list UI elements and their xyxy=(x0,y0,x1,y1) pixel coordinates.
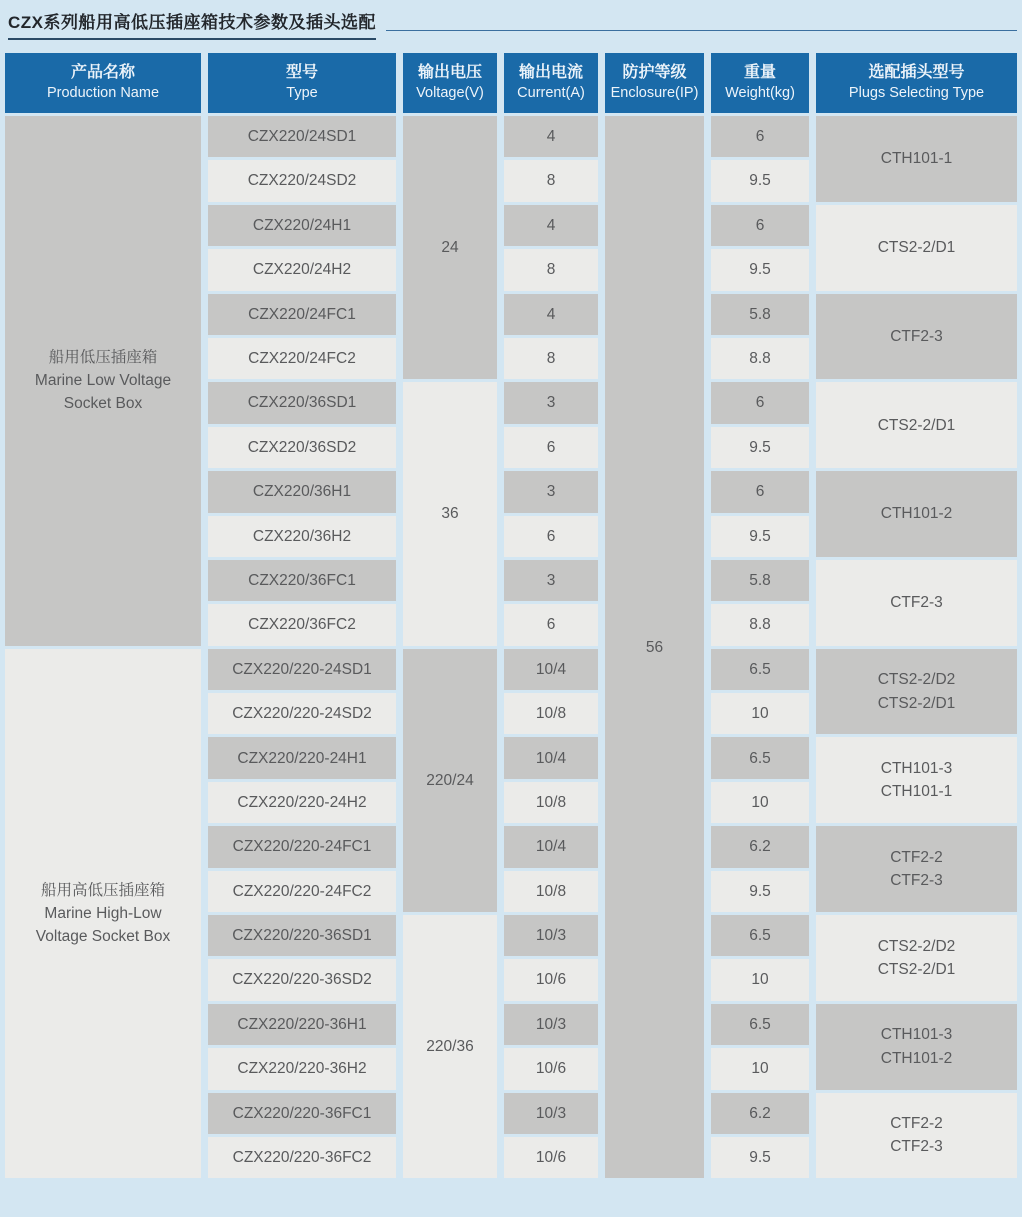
header-cell-current-line: 输出电流 xyxy=(518,64,583,82)
type-cell-line: CZX220/24H2 xyxy=(252,261,352,279)
weight-cell-line: 8.8 xyxy=(749,350,771,368)
weight-cell xyxy=(711,249,809,290)
type-cell xyxy=(208,249,396,290)
type-cell xyxy=(208,915,396,956)
header-cell-production-name-line: Production Name xyxy=(46,85,160,102)
type-cell-line: CZX220/36SD2 xyxy=(247,438,357,456)
current-cell-line: 3 xyxy=(546,571,556,589)
plugs-cell xyxy=(816,294,1017,380)
current-cell-line: 8 xyxy=(546,350,556,368)
weight-cell xyxy=(711,782,809,823)
header-cell-current-line: Current(A) xyxy=(517,85,585,102)
header-cell-voltage xyxy=(403,53,497,113)
current-cell-line: 10/4 xyxy=(535,660,567,678)
current-cell xyxy=(504,649,598,690)
current-cell xyxy=(504,471,598,512)
type-cell-line: CZX220/220-36FC2 xyxy=(232,1149,372,1167)
product-cell xyxy=(5,116,201,646)
plugs-cell xyxy=(816,915,1017,1001)
type-cell-line: CZX220/220-24FC1 xyxy=(232,838,372,856)
plugs-cell-line: CTH101-3 xyxy=(880,1026,953,1044)
weight-cell xyxy=(711,205,809,246)
plugs-cell-line: CTF2-3 xyxy=(890,1138,943,1156)
type-cell xyxy=(208,471,396,512)
page-title: CZX系列船用高低压插座箱技术参数及插头选配 xyxy=(8,8,376,40)
weight-cell xyxy=(711,516,809,557)
product-cell-line: Marine Low Voltage xyxy=(34,372,172,390)
weight-cell-line: 9.5 xyxy=(749,172,771,190)
current-cell-line: 8 xyxy=(546,172,556,190)
type-cell-line: CZX220/36SD1 xyxy=(247,394,357,412)
type-cell xyxy=(208,116,396,157)
current-cell xyxy=(504,294,598,335)
current-cell-line: 10/3 xyxy=(535,1015,567,1033)
voltage-cell xyxy=(403,382,497,645)
product-cell-line: Voltage Socket Box xyxy=(35,928,171,946)
type-cell-line: CZX220/220-36H2 xyxy=(237,1060,367,1078)
type-cell xyxy=(208,1004,396,1045)
plugs-cell-line: CTS2-2/D1 xyxy=(877,416,956,434)
current-cell-line: 10/3 xyxy=(535,1104,567,1122)
current-cell xyxy=(504,693,598,734)
plugs-cell-line: CTS2-2/D2 xyxy=(877,671,956,689)
plugs-cell-line: CTF2-3 xyxy=(890,327,943,345)
weight-cell-line: 9.5 xyxy=(749,527,771,545)
type-cell xyxy=(208,205,396,246)
type-cell-line: CZX220/220-24SD1 xyxy=(232,660,372,678)
current-cell xyxy=(504,915,598,956)
weight-cell-line: 10 xyxy=(751,1060,769,1078)
weight-cell-line: 6.5 xyxy=(749,1015,771,1033)
header-cell-production-name xyxy=(5,53,201,113)
current-cell xyxy=(504,160,598,201)
current-cell xyxy=(504,338,598,379)
type-cell-line: CZX220/36FC1 xyxy=(248,571,356,589)
enclosure-cell-line: 56 xyxy=(645,638,664,656)
current-cell-line: 10/6 xyxy=(535,1149,567,1167)
weight-cell-line: 6.2 xyxy=(749,838,771,856)
plugs-cell-line: CTH101-3 xyxy=(880,760,953,778)
current-cell-line: 10/8 xyxy=(535,705,567,723)
weight-cell xyxy=(711,693,809,734)
current-cell xyxy=(504,782,598,823)
type-cell-line: CZX220/36H2 xyxy=(252,527,352,545)
plugs-cell xyxy=(816,382,1017,468)
weight-cell-line: 6.2 xyxy=(749,1104,771,1122)
voltage-cell-line: 36 xyxy=(441,505,459,523)
weight-cell xyxy=(711,1137,809,1178)
weight-cell-line: 5.8 xyxy=(749,305,771,323)
type-cell xyxy=(208,160,396,201)
type-cell-line: CZX220/220-24FC2 xyxy=(232,882,372,900)
weight-cell xyxy=(711,871,809,912)
weight-cell-line: 9.5 xyxy=(749,882,771,900)
plugs-cell xyxy=(816,1093,1017,1179)
voltage-cell xyxy=(403,116,497,379)
weight-cell xyxy=(711,649,809,690)
current-cell xyxy=(504,1093,598,1134)
type-cell xyxy=(208,782,396,823)
header-cell-type-line: Type xyxy=(286,85,318,102)
type-cell-line: CZX220/220-36SD1 xyxy=(232,927,372,945)
weight-cell xyxy=(711,338,809,379)
plugs-cell xyxy=(816,471,1017,557)
type-cell xyxy=(208,871,396,912)
plugs-cell xyxy=(816,649,1017,735)
header-cell-enclosure-line: Enclosure(IP) xyxy=(610,85,699,102)
type-cell-line: CZX220/24H1 xyxy=(252,216,352,234)
type-cell-line: CZX220/36FC2 xyxy=(248,616,356,634)
product-cell-line: Socket Box xyxy=(63,395,143,413)
weight-cell xyxy=(711,1093,809,1134)
header-cell-weight xyxy=(711,53,809,113)
type-cell xyxy=(208,560,396,601)
current-cell xyxy=(504,826,598,867)
type-cell-line: CZX220/24SD1 xyxy=(247,128,357,146)
type-cell-line: CZX220/220-24H1 xyxy=(237,749,367,767)
voltage-cell xyxy=(403,649,497,912)
current-cell-line: 3 xyxy=(546,483,556,501)
header-cell-enclosure-line: 防护等级 xyxy=(622,64,687,82)
product-cell-line: 船用高低压插座箱 xyxy=(40,881,165,899)
type-cell-line: CZX220/24FC2 xyxy=(248,350,356,368)
weight-cell-line: 9.5 xyxy=(749,261,771,279)
current-cell xyxy=(504,871,598,912)
title-row xyxy=(0,0,1022,40)
weight-cell xyxy=(711,427,809,468)
type-cell-line: CZX220/36H1 xyxy=(252,483,352,501)
type-cell-line: CZX220/220-36FC1 xyxy=(232,1104,372,1122)
type-cell xyxy=(208,1093,396,1134)
weight-cell xyxy=(711,1048,809,1089)
type-cell xyxy=(208,693,396,734)
plugs-cell xyxy=(816,1004,1017,1090)
enclosure-cell xyxy=(605,116,704,1178)
current-cell xyxy=(504,427,598,468)
current-cell-line: 6 xyxy=(546,616,556,634)
plugs-cell-line: CTH101-2 xyxy=(880,1049,953,1067)
plugs-cell xyxy=(816,205,1017,291)
weight-cell-line: 10 xyxy=(751,705,769,723)
type-cell-line: CZX220/24SD2 xyxy=(247,172,357,190)
header-cell-plugs-line: Plugs Selecting Type xyxy=(848,85,985,102)
current-cell-line: 4 xyxy=(546,216,556,234)
weight-cell xyxy=(711,160,809,201)
plugs-cell-line: CTH101-1 xyxy=(880,150,953,168)
current-cell-line: 4 xyxy=(546,305,556,323)
current-cell xyxy=(504,205,598,246)
current-cell-line: 4 xyxy=(546,128,556,146)
weight-cell xyxy=(711,915,809,956)
plugs-cell-line: CTF2-3 xyxy=(890,872,943,890)
voltage-cell-line: 24 xyxy=(441,239,459,257)
weight-cell-line: 9.5 xyxy=(749,438,771,456)
weight-cell xyxy=(711,116,809,157)
type-cell xyxy=(208,826,396,867)
weight-cell xyxy=(711,382,809,423)
spec-table xyxy=(5,53,1017,1178)
weight-cell-line: 6.5 xyxy=(749,927,771,945)
header-cell-enclosure xyxy=(605,53,704,113)
current-cell-line: 8 xyxy=(546,261,556,279)
weight-cell-line: 10 xyxy=(751,793,769,811)
weight-cell xyxy=(711,560,809,601)
current-cell xyxy=(504,1048,598,1089)
weight-cell xyxy=(711,604,809,645)
weight-cell-line: 6 xyxy=(755,128,765,146)
header-cell-production-name-line: 产品名称 xyxy=(70,64,135,82)
weight-cell-line: 8.8 xyxy=(749,616,771,634)
current-cell xyxy=(504,1137,598,1178)
weight-cell-line: 6 xyxy=(755,216,765,234)
current-cell-line: 3 xyxy=(546,394,556,412)
product-cell-line: Marine High-Low xyxy=(44,904,162,922)
type-cell-line: CZX220/220-24SD2 xyxy=(232,705,372,723)
type-cell xyxy=(208,604,396,645)
current-cell-line: 10/4 xyxy=(535,838,567,856)
type-cell xyxy=(208,959,396,1000)
current-cell xyxy=(504,959,598,1000)
plugs-cell-line: CTS2-2/D1 xyxy=(877,239,956,257)
type-cell xyxy=(208,649,396,690)
current-cell-line: 6 xyxy=(546,527,556,545)
weight-cell xyxy=(711,294,809,335)
type-cell-line: CZX220/220-36SD2 xyxy=(232,971,372,989)
weight-cell-line: 9.5 xyxy=(749,1149,771,1167)
type-cell xyxy=(208,1048,396,1089)
plugs-cell-line: CTS2-2/D1 xyxy=(877,694,956,712)
weight-cell-line: 6.5 xyxy=(749,749,771,767)
weight-cell-line: 10 xyxy=(751,971,769,989)
current-cell-line: 10/8 xyxy=(535,882,567,900)
type-cell xyxy=(208,382,396,423)
weight-cell xyxy=(711,471,809,512)
header-cell-voltage-line: Voltage(V) xyxy=(416,85,484,102)
plugs-cell-line: CTF2-3 xyxy=(890,594,943,612)
weight-cell-line: 6 xyxy=(755,483,765,501)
header-cell-type xyxy=(208,53,396,113)
current-cell xyxy=(504,604,598,645)
current-cell xyxy=(504,116,598,157)
current-cell xyxy=(504,249,598,290)
plugs-cell-line: CTH101-2 xyxy=(880,505,953,523)
product-cell xyxy=(5,649,201,1179)
current-cell-line: 10/6 xyxy=(535,1060,567,1078)
plugs-cell xyxy=(816,826,1017,912)
type-cell-line: CZX220/220-24H2 xyxy=(237,793,367,811)
type-cell-line: CZX220/220-36H1 xyxy=(237,1015,367,1033)
plugs-cell xyxy=(816,560,1017,646)
type-cell xyxy=(208,294,396,335)
header-cell-plugs xyxy=(816,53,1017,113)
plugs-cell-line: CTS2-2/D1 xyxy=(877,960,956,978)
header-cell-type-line: 型号 xyxy=(285,64,318,82)
product-cell-line: 船用低压插座箱 xyxy=(48,348,158,366)
current-cell-line: 10/6 xyxy=(535,971,567,989)
type-cell xyxy=(208,338,396,379)
current-cell-line: 10/3 xyxy=(535,927,567,945)
plugs-cell xyxy=(816,737,1017,823)
header-cell-plugs-line: 选配插头型号 xyxy=(868,64,965,82)
current-cell xyxy=(504,516,598,557)
header-cell-weight-line: 重量 xyxy=(743,64,776,82)
plugs-cell-line: CTF2-2 xyxy=(890,1115,943,1133)
plugs-cell-line: CTF2-2 xyxy=(890,848,943,866)
weight-cell xyxy=(711,737,809,778)
weight-cell xyxy=(711,826,809,867)
type-cell xyxy=(208,427,396,468)
plugs-cell xyxy=(816,116,1017,202)
weight-cell-line: 6 xyxy=(755,394,765,412)
voltage-cell-line: 220/24 xyxy=(426,771,474,789)
current-cell-line: 6 xyxy=(546,438,556,456)
weight-cell-line: 6.5 xyxy=(749,660,771,678)
title-rule xyxy=(386,30,1017,31)
plugs-cell-line: CTH101-1 xyxy=(880,783,953,801)
current-cell-line: 10/4 xyxy=(535,749,567,767)
header-cell-voltage-line: 输出电压 xyxy=(417,64,482,82)
header-cell-current xyxy=(504,53,598,113)
current-cell xyxy=(504,382,598,423)
current-cell xyxy=(504,560,598,601)
weight-cell xyxy=(711,959,809,1000)
voltage-cell xyxy=(403,915,497,1178)
type-cell-line: CZX220/24FC1 xyxy=(248,305,356,323)
type-cell xyxy=(208,737,396,778)
voltage-cell-line: 220/36 xyxy=(426,1038,474,1056)
current-cell-line: 10/8 xyxy=(535,793,567,811)
type-cell xyxy=(208,516,396,557)
weight-cell xyxy=(711,1004,809,1045)
header-cell-weight-line: Weight(kg) xyxy=(725,85,795,102)
current-cell xyxy=(504,737,598,778)
weight-cell-line: 5.8 xyxy=(749,571,771,589)
current-cell xyxy=(504,1004,598,1045)
type-cell xyxy=(208,1137,396,1178)
plugs-cell-line: CTS2-2/D2 xyxy=(877,937,956,955)
